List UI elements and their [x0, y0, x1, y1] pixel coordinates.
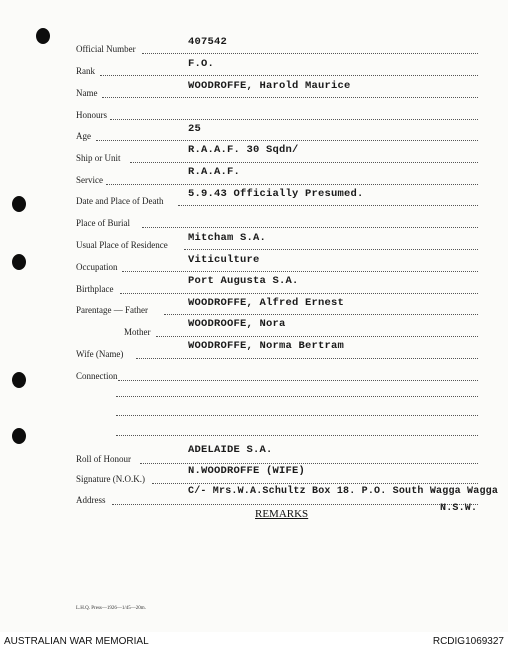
divider — [100, 75, 478, 76]
divider — [130, 162, 478, 163]
divider — [136, 358, 478, 359]
divider — [164, 314, 478, 315]
divider — [118, 380, 478, 381]
address-label: Address — [76, 495, 106, 505]
wife-value: WOODROFFE, Norma Bertram — [188, 340, 345, 352]
usual-residence-label: Usual Place of Residence — [76, 240, 168, 250]
divider — [142, 227, 478, 228]
divider — [122, 271, 478, 272]
divider — [102, 97, 478, 98]
rank-value: F.O. — [188, 58, 215, 70]
date-place-death-value: 5.9.43 Officially Presumed. — [188, 188, 364, 200]
punch-hole-icon — [12, 196, 26, 212]
name-label: Name — [76, 88, 98, 98]
divider — [112, 504, 478, 505]
punch-hole-icon — [12, 372, 26, 388]
divider — [120, 293, 478, 294]
place-of-burial-label: Place of Burial — [76, 218, 130, 228]
official-number-label: Official Number — [76, 44, 136, 54]
age-value: 25 — [188, 123, 202, 135]
honours-label: Honours — [76, 110, 107, 120]
father-value: WOODROFFE, Alfred Ernest — [188, 297, 345, 309]
punch-hole-icon — [12, 254, 26, 270]
occupation-label: Occupation — [76, 262, 118, 272]
connection-label: Connection — [76, 371, 118, 381]
divider — [152, 483, 478, 484]
divider — [106, 184, 478, 185]
signature-value: N.WOODROFFE (WIFE) — [188, 465, 306, 477]
father-label: Parentage — Father — [76, 305, 148, 315]
divider — [116, 435, 478, 436]
footer-source: AUSTRALIAN WAR MEMORIAL — [4, 636, 149, 647]
remarks-heading: REMARKS — [255, 508, 309, 520]
signature-label: Signature (N.O.K.) — [76, 474, 145, 484]
punch-hole-icon — [36, 28, 50, 44]
ship-or-unit-label: Ship or Unit — [76, 153, 121, 163]
divider — [96, 140, 478, 141]
mother-value: WOODROOFE, Nora — [188, 318, 286, 330]
footer-id: RCDIG1069327 — [432, 636, 504, 647]
ship-or-unit-value: R.A.A.F. 30 Sqdn/ — [188, 144, 299, 156]
divider — [116, 396, 478, 397]
name-value: WOODROFFE, Harold Maurice — [188, 80, 351, 92]
address-value: C/- Mrs.W.A.Schultz Box 18. P.O. South Wagga Wagga — [188, 486, 499, 497]
official-number-value: 407542 — [188, 36, 228, 48]
mother-label: Mother — [124, 327, 151, 337]
date-place-death-label: Date and Place of Death — [76, 196, 164, 206]
divider — [140, 463, 478, 464]
roll-of-honour-value: ADELAIDE S.A. — [188, 444, 273, 456]
divider — [184, 249, 478, 250]
address-value-line2: N.S.W. — [440, 503, 478, 514]
divider — [110, 119, 478, 120]
usual-residence-value: Mitcham S.A. — [188, 232, 267, 244]
occupation-value: Viticulture — [188, 254, 260, 266]
divider — [178, 205, 478, 206]
wife-label: Wife (Name) — [76, 349, 124, 359]
divider — [156, 336, 478, 337]
print-note: L.H.Q. Press—1926—1/45—20m. — [76, 606, 146, 611]
divider — [142, 53, 478, 54]
age-label: Age — [76, 131, 91, 141]
birthplace-label: Birthplace — [76, 284, 114, 294]
roll-of-honour-label: Roll of Honour — [76, 454, 131, 464]
rank-label: Rank — [76, 66, 95, 76]
service-value: R.A.A.F. — [188, 166, 241, 178]
service-label: Service — [76, 175, 103, 185]
birthplace-value: Port Augusta S.A. — [188, 275, 299, 287]
punch-hole-icon — [12, 428, 26, 444]
divider — [116, 415, 478, 416]
